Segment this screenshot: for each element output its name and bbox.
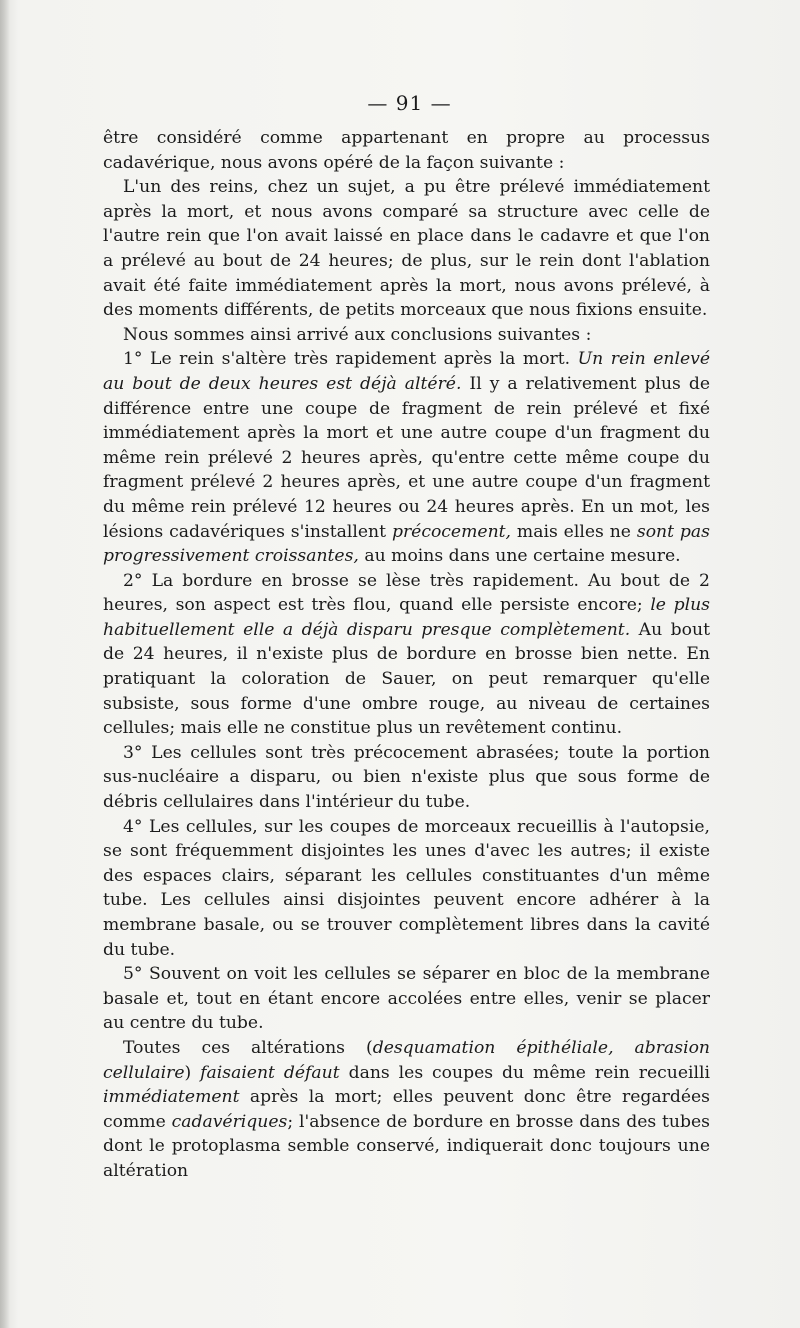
body-text bbox=[103, 126, 710, 1184]
text-run: mais elles ne bbox=[511, 521, 637, 542]
text-run: être considéré comme appartenant en propre au processus cadavérique, nous avons opéré de la façon suivante : bbox=[103, 128, 710, 173]
paragraph bbox=[103, 569, 710, 741]
paragraph bbox=[103, 815, 710, 963]
italic-text: cadavériques bbox=[171, 1111, 288, 1132]
italic-text: Un rein enlevé au bout de deux heures est déjà altéré. bbox=[103, 349, 710, 394]
paragraph bbox=[103, 323, 710, 348]
text-block bbox=[103, 88, 710, 1184]
paragraph bbox=[103, 1036, 710, 1184]
italic-text: précocement, bbox=[391, 521, 512, 542]
text-run: Il y a relativement plus de différence entre une coupe de fragment de rein prélevé et fixé immédiatement après la mort et une autre coupe d'un fragment du même rein prélevé 2 heures après, qu'entre cette même coupe du fragment prélevé 2 heures après, et une autre coupe d'un fragment du même rein prélevé 12 heures ou 24 heures après. En un mot, les lésions cadavériques s'installent bbox=[103, 373, 710, 542]
page-edge-shadow bbox=[0, 0, 10, 1328]
text-run: 2° La bordure en brosse se lèse très rapidement. Au bout de 2 heures, son aspect est très flou, quand elle persiste encore; bbox=[103, 570, 710, 616]
text-run: 3° Les cellules sont très précocement abrasées; toute la portion sus-nucléaire a disparu, ou bien n'existe plus que sous forme de débris cellulaires dans l'intérieur du tube. bbox=[103, 742, 710, 813]
paragraph bbox=[103, 741, 710, 815]
paragraph bbox=[103, 126, 710, 175]
text-run: ; l'absence de bordure en brosse dans des tubes dont le protoplasma semble conservé, indiquerait donc toujours une altération bbox=[103, 1111, 710, 1181]
italic-text: desquamation épithéliale, abrasion cellulaire bbox=[103, 1037, 710, 1083]
text-run: dans les coupes du même rein recueilli bbox=[339, 1062, 711, 1083]
paragraph bbox=[103, 962, 710, 1036]
text-run: au moins dans une certaine mesure. bbox=[358, 546, 681, 567]
text-run: 1° Le rein s'altère très rapidement après la mort. bbox=[123, 349, 578, 370]
paragraph bbox=[103, 175, 710, 323]
page-number: — 91 — bbox=[367, 91, 452, 115]
text-run: L'un des reins, chez un sujet, a pu être prélevé immédiatement après la mort, et nous avons comparé sa structure avec celle de l'autre rein que l'on avait laissé en place dans le cadavre et que l'on a prélevé au bout de 24 heures; de plus, sur le rein dont l'ablation avait été faite immédiatement après la mort, nous avons prélevé, à des moments différents, de petits morceaux que nous fixions ensuite. bbox=[103, 177, 710, 321]
text-run: 5° Souvent on voit les cellules se séparer en bloc de la membrane basale et, tout en étant encore accolées entre elles, venir se placer au centre du tube. bbox=[103, 964, 710, 1034]
italic-text: sont pas progressivement croissantes, bbox=[103, 521, 710, 567]
text-run: 4° Les cellules, sur les coupes de morceaux recueillis à l'autopsie, se sont fréquemment disjointes les unes d'avec les autres; il existe des espaces clairs, séparant les cellules constituantes d'un même tube. Les cellules ainsi disjointes peuvent encore adhérer à la membrane basale, ou se trouver complètement libres dans la cavité du tube. bbox=[103, 816, 710, 960]
italic-text: immédiatement bbox=[103, 1087, 240, 1108]
text-run: Nous sommes ainsi arrivé aux conclusions suivantes : bbox=[123, 324, 592, 345]
paragraph bbox=[103, 347, 710, 568]
text-run: après la mort; elles peuvent donc être regardées comme bbox=[103, 1087, 710, 1132]
text-run: Au bout de 24 heures, il n'existe plus de bordure en brosse bien nette. En pratiquant la coloration de Sauer, on peut remarquer qu'elle subsiste, sous forme d'une ombre rouge, au niveau de certaines cellules; mais elle ne constitue plus un revêtement continu. bbox=[103, 619, 710, 739]
italic-text: faisaient défaut bbox=[200, 1062, 340, 1083]
text-run: Toutes ces altérations ( bbox=[123, 1037, 373, 1058]
text-run: ) bbox=[184, 1062, 201, 1083]
italic-text: le plus habituellement elle a déjà disparu presque complètement. bbox=[103, 595, 710, 640]
